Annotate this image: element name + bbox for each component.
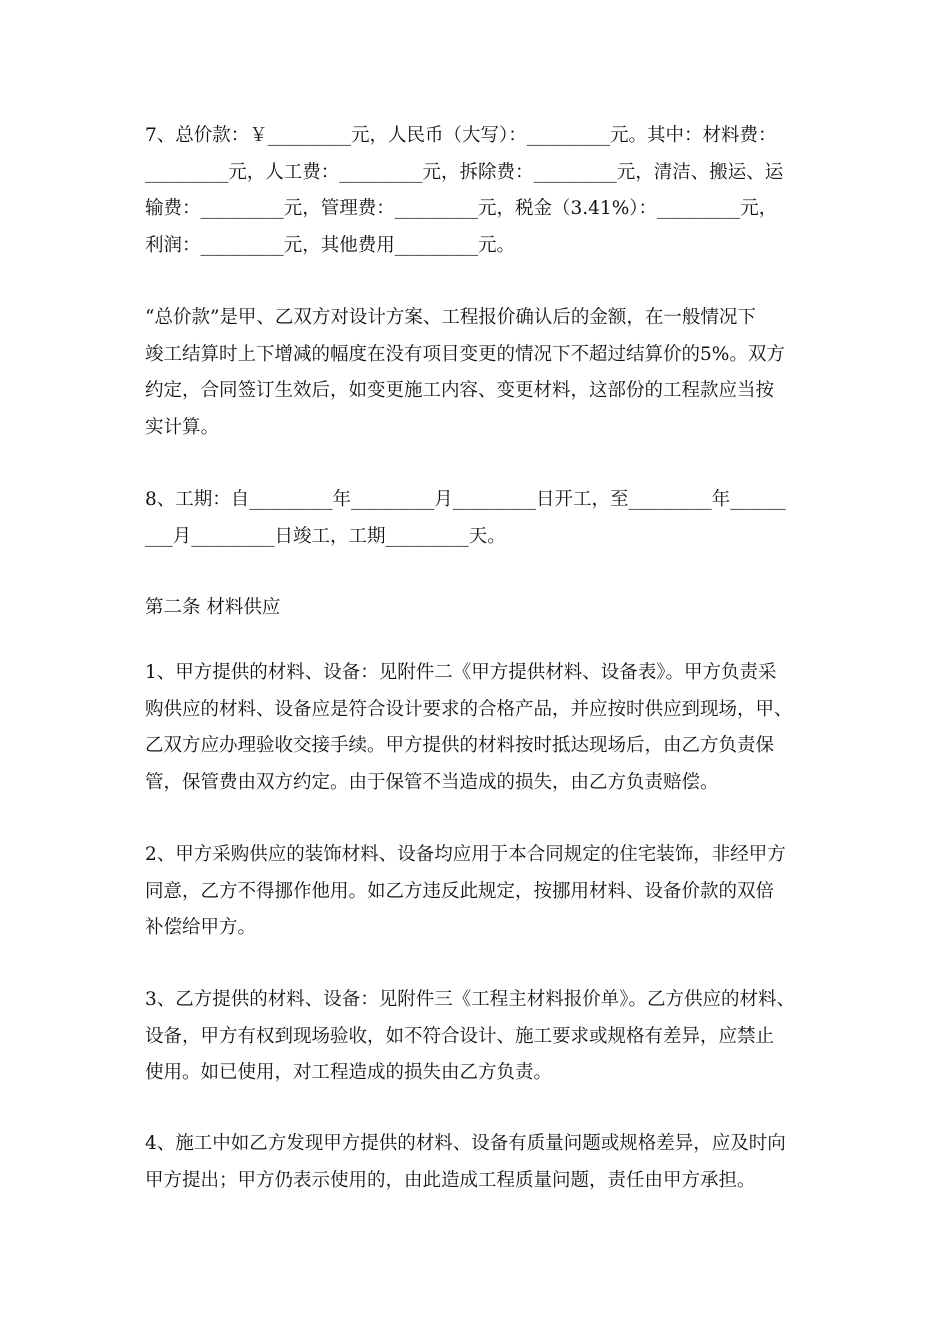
section-heading-article-two bbox=[145, 590, 815, 627]
paragraph-construction-period bbox=[145, 482, 815, 555]
paragraph-material-clause-3 bbox=[145, 982, 815, 1092]
text-line: 使用。如已使用，对工程造成的损失由乙方负责。 bbox=[145, 1062, 553, 1083]
text-line: _________元，人工费：_________元，拆除费：_________元，清洁、搬运、运 bbox=[145, 161, 784, 183]
text-line: 利润：_________元，其他费用_________元。 bbox=[145, 234, 516, 256]
text-line: ___月_________日竣工，工期_________天。 bbox=[145, 525, 506, 547]
text-line: 同意，乙方不得挪作他用。如乙方违反此规定，按挪用材料、设备价款的双倍 bbox=[145, 880, 775, 902]
text-line: 2、甲方采购供应的装饰材料、设备均应用于本合同规定的住宅装饰，非经甲方 bbox=[145, 844, 786, 865]
text-line: 8、工期：自_________年_________月_________日开工，至_________年______ bbox=[145, 489, 786, 510]
text-line: 3、乙方提供的材料、设备：见附件三《工程主材料报价单》。乙方供应的材料、 bbox=[145, 989, 796, 1010]
text-line: 设备，甲方有权到现场验收，如不符合设计、施工要求或规格有差异，应禁止 bbox=[145, 1025, 775, 1047]
text-line: 乙双方应办理验收交接手续。甲方提供的材料按时抵达现场后，由乙方负责保 bbox=[145, 735, 775, 756]
text-line: 输费：_________元，管理费：_________元，税金（3.41%）：_________元， bbox=[145, 198, 778, 219]
paragraph-total-price bbox=[145, 118, 815, 264]
text-line: 7、总价款：￥_________元，人民币（大写）：_________元。其中：材料费： bbox=[145, 125, 777, 146]
text-line: “总价款”是甲、乙双方对设计方案、工程报价确认后的金额，在一般情况下 bbox=[145, 307, 756, 328]
text-line: 甲方提出；甲方仍表示使用的，由此造成工程质量问题，责任由甲方承担。 bbox=[145, 1169, 756, 1191]
text-line: 管，保管费由双方约定。由于保管不当造成的损失，由乙方负责赔偿。 bbox=[145, 771, 719, 793]
text-line: 1、甲方提供的材料、设备：见附件二《甲方提供材料、设备表》。甲方负责采 bbox=[145, 662, 777, 683]
text-line: 约定，合同签订生效后，如变更施工内容、变更材料，这部份的工程款应当按 bbox=[145, 380, 775, 401]
paragraph-material-clause-1 bbox=[145, 655, 815, 801]
paragraph-material-clause-4 bbox=[145, 1126, 815, 1199]
paragraph-material-clause-2 bbox=[145, 837, 815, 947]
text-line: 购供应的材料、设备应是符合设计要求的合格产品，并应按时供应到现场，甲、 bbox=[145, 698, 793, 720]
text-line: 4、施工中如乙方发现甲方提供的材料、设备有质量问题或规格差异，应及时向 bbox=[145, 1133, 786, 1154]
text-line: 实计算。 bbox=[145, 416, 220, 438]
text-line: 竣工结算时上下增减的幅度在没有项目变更的情况下不超过结算价的5%。双方 bbox=[145, 343, 785, 365]
text-line: 补偿给甲方。 bbox=[145, 917, 257, 938]
paragraph-total-price-explanation bbox=[145, 300, 815, 446]
heading-text: 第二条 材料供应 bbox=[145, 597, 281, 618]
